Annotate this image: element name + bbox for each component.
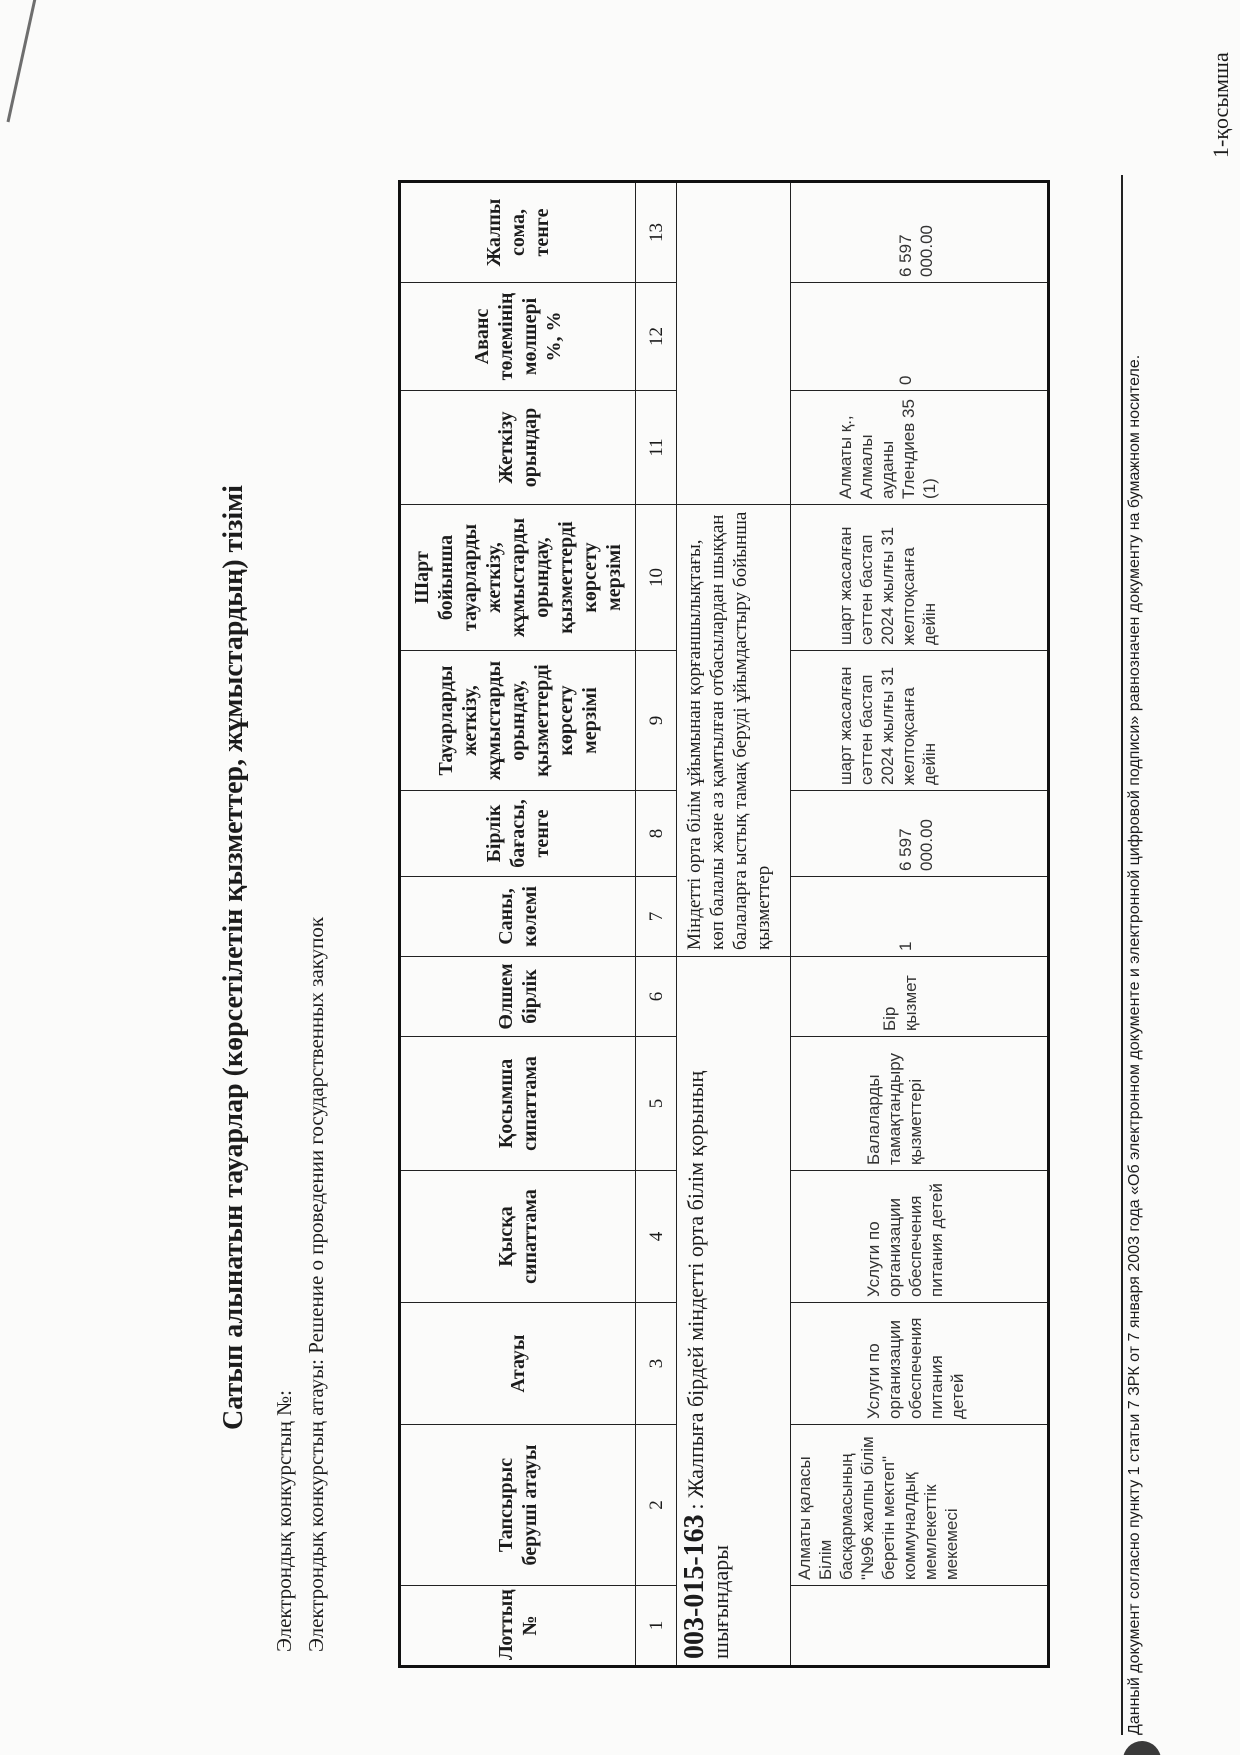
scan-edge-line [2, 0, 38, 126]
service-category: Міндетті орта білім ұйымынан қорғаншылықтағы, көп балалы және аз қамтылған отбасылардан шыққан балаларға ыстық тамақ беруді ұйымдастыру бойынша қызметтер [677, 505, 791, 957]
quantity-cell: 1 [791, 877, 1049, 957]
column-number: 8 [636, 791, 677, 877]
column-number: 3 [636, 1303, 677, 1425]
header-name: Атауы [400, 1303, 636, 1425]
lot-number-cell [791, 1586, 1049, 1667]
column-number: 1 [636, 1586, 677, 1667]
contract-term-cell: шарт жасалған сәттен бастап 2024 жылғы 31 желтоқсанға дейін [791, 505, 1049, 651]
header-total-amount: Жалпы сома, тенге [400, 182, 636, 283]
document-title: Сатып алынатын тауарлар (көрсетілетін қызметтер, жұмыстардың) тізімі [218, 485, 249, 1430]
delivery-place-cell: Алматы қ., Алмалы ауданы Тлендиев 35 (1) [791, 391, 1049, 505]
customer-cell: Алматы қаласы Білім басқармасының "№96 жалпы білім беретін мектеп" коммуналдық мемлекеттік мекемесі [791, 1425, 1049, 1586]
header-advance-payment: Аванс төлемінің мөлшері %, % [400, 283, 636, 391]
section-empty-cell [677, 182, 791, 505]
column-number: 2 [636, 1425, 677, 1586]
budget-section-row [677, 182, 791, 1667]
column-number: 13 [636, 182, 677, 283]
header-contract-term: Шарт бойынша тауарларды жеткізу, жұмыстарды орындау, қызметтерді көрсету мерзімі [400, 505, 636, 651]
name-cell: Услуги по организации обеспечения питания детей [791, 1303, 1049, 1425]
header-row [400, 182, 636, 1667]
contest-number: Электрондық конкурстың №: [272, 1390, 296, 1652]
budget-section-cell [677, 957, 791, 1667]
seal-logo-icon [1123, 1741, 1161, 1755]
header-delivery-term: Тауарларды жеткізу, жұмыстарды орындау, қызметтерді көрсету мерзімі [400, 651, 636, 791]
unit-cell: Бір қызмет [791, 957, 1049, 1037]
column-number: 12 [636, 283, 677, 391]
column-number: 11 [636, 391, 677, 505]
header-delivery-place: Жеткізу орындар [400, 391, 636, 505]
contest-name: Электрондық конкурстың атауы: Решение о проведении государственных закупок [304, 916, 328, 1652]
extra-description-cell: Балаларды тамақтандыру қызметтері [791, 1037, 1049, 1171]
header-unit-price: Бірлік бағасы, тенге [400, 791, 636, 877]
footer-rule [1121, 175, 1123, 1735]
header-short-description: Қысқа сипаттама [400, 1171, 636, 1303]
unit-price-cell: 6 597 000.00 [791, 791, 1049, 877]
header-extra-description: Қосымша сипаттама [400, 1037, 636, 1171]
short-description-cell: Услуги по организации обеспечения питания детей [791, 1171, 1049, 1303]
header-quantity: Саны, көлемі [400, 877, 636, 957]
header-customer: Тапсырыс беруші атауы [400, 1425, 636, 1586]
column-number: 6 [636, 957, 677, 1037]
budget-name: : Жалпыға бірдей міндетті орта білім қорының шығындары [683, 1070, 733, 1659]
budget-code: 003-015-163 [679, 1514, 710, 1659]
column-number: 4 [636, 1171, 677, 1303]
delivery-term-cell: шарт жасалған сәттен бастап 2024 жылғы 31 желтоқсанға дейін [791, 651, 1049, 791]
advance-payment-cell: 0 [791, 283, 1049, 391]
column-number: 9 [636, 651, 677, 791]
header-unit: Өлшем бірлік [400, 957, 636, 1037]
annex-label: 1-қосымша [1208, 52, 1233, 158]
column-number: 5 [636, 1037, 677, 1171]
column-number: 10 [636, 505, 677, 651]
total-amount-cell: 6 597 000.00 [791, 182, 1049, 283]
column-number: 7 [636, 877, 677, 957]
footer-text: Данный документ согласно пункту 1 статьи 7 ЗРК от 7 января 2003 года «Об электронном документе и электронной цифровой подписи» равнозначен документу на бумажном носителе. [1126, 354, 1143, 1735]
column-number-row [636, 182, 677, 1667]
table-row [791, 182, 1049, 1667]
footer-note [1125, 175, 1145, 1735]
contest-meta [268, 917, 332, 1652]
procurement-table [398, 198, 1050, 1668]
header-lot-number: Лоттың № [400, 1586, 636, 1667]
